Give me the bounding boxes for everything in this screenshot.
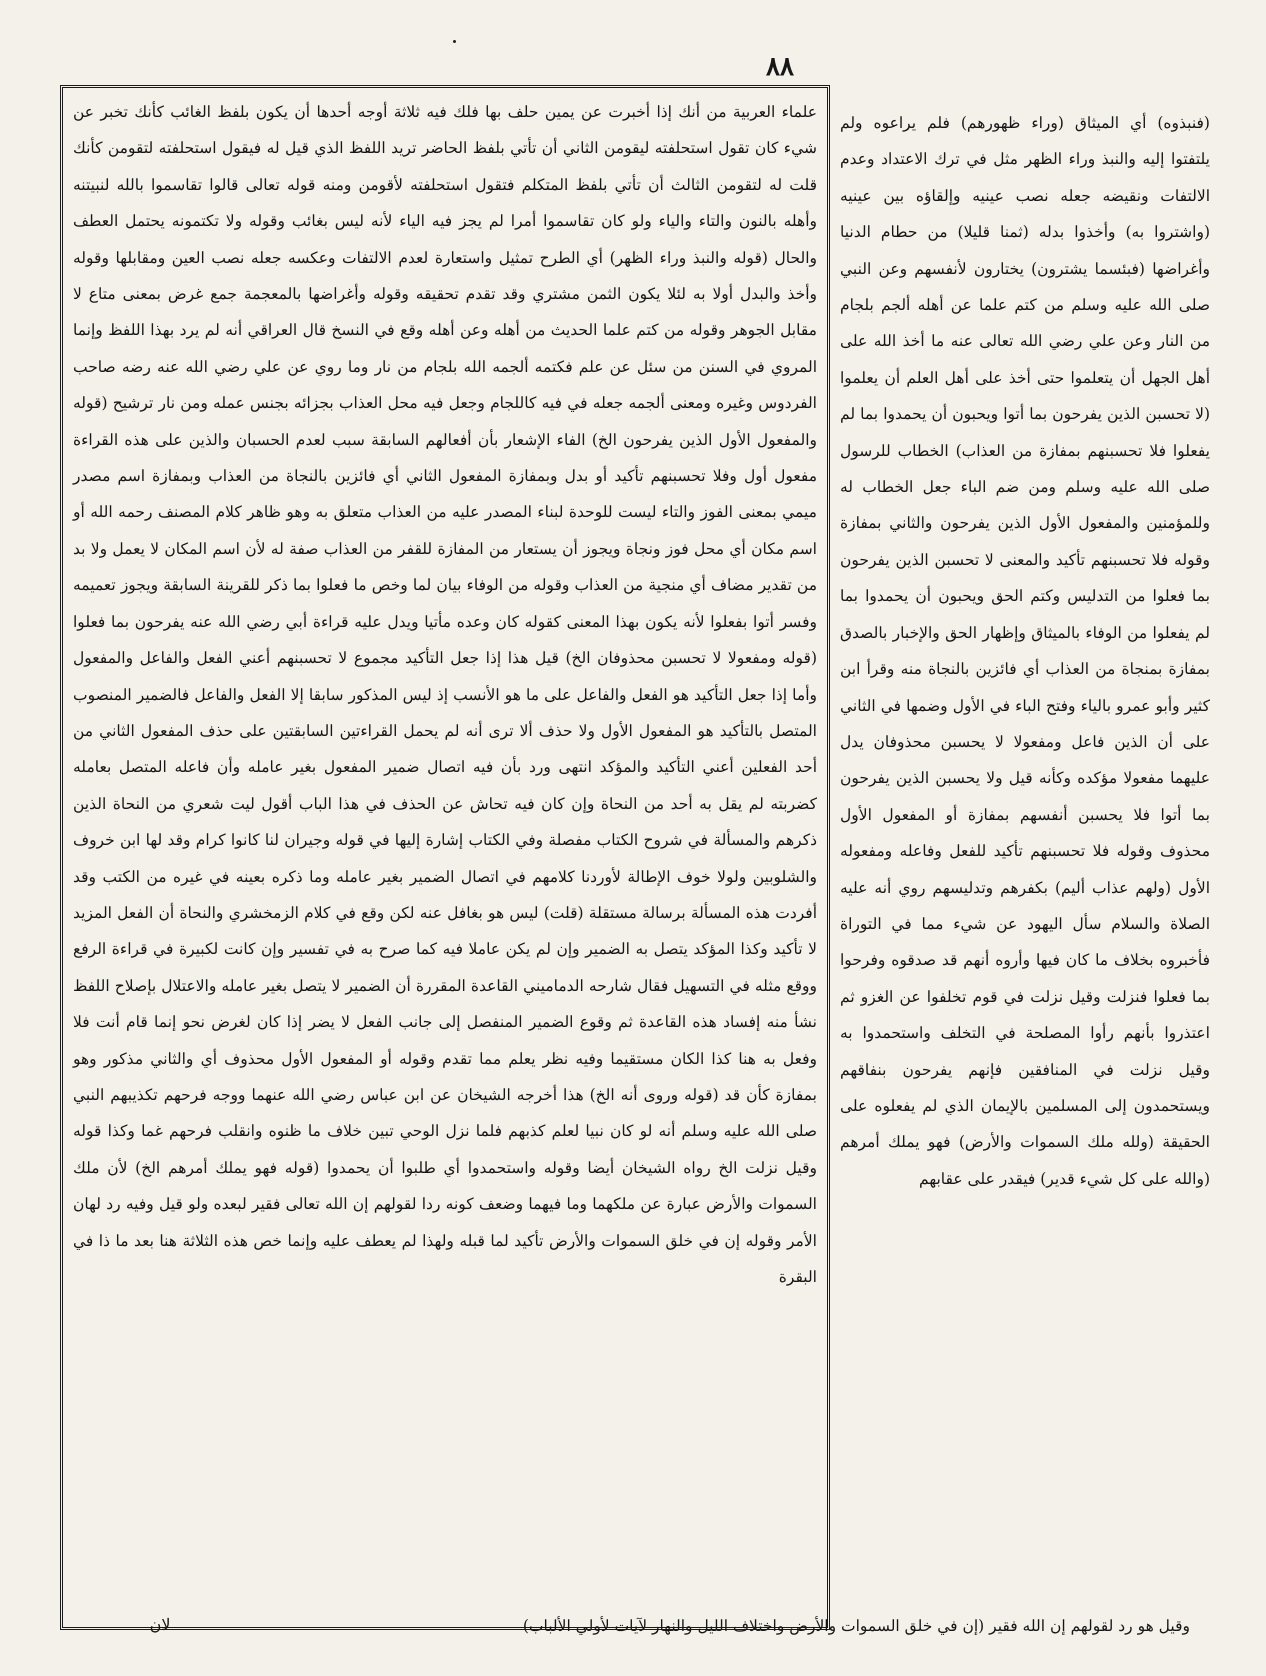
catchword: لان (149, 1615, 171, 1634)
ink-speck (453, 40, 456, 43)
margin-text: (فنبذوه) أي الميثاق (وراء ظهورهم) فلم يراعوه ولم يلتفتوا إليه والنبذ وراء الظهر مثل في ترك الاعتداد وعدم الالتفات ونقيضه جعله نصب عينيه وإلقاؤه بين عينيه (واشتروا به) وأخذوا بدله (ثمنا قليلا) من حطام الدنيا وأغراضها (فبئسما يشترون) يختارون لأنفسهم وعن النبي صلى الله عليه وسلم من كتم علما عن أهله ألجم بلجام من النار وعن علي رضي الله تعالى عنه ما أخذ الله على أهل الجهل أن يتعلموا حتى أخذ على أهل العلم أن يعلموا (لا تحسبن الذين يفرحون بما أتوا ويحبون أن يحمدوا بما لم يفعلوا فلا تحسبنهم بمفازة من العذاب) الخطاب للرسول صلى الله عليه وسلم ومن ضم الباء جعل الخطاب له وللمؤمنين والمفعول الأول الذين يفرحون والثاني بمفازة وقوله فلا تحسبنهم تأكيد والمعنى لا تحسبن الذين يفرحون بما فعلوا من التدليس وكتم الحق ويحبون أن يحمدوا بما لم يفعلوا من الوفاء بالميثاق وإظهار الحق والإخبار بالصدق بمفازة بمنجاة من العذاب أي فائزين بالنجاة منه وقرأ ابن كثير وأبو عمرو بالياء وفتح الباء في الأول وضمها في الثاني على أن الذين فاعل ومفعولا لا يحسبن محذوفان يدل عليهما مفعولا مؤكده وكأنه قيل ولا يحسبن الذين يفرحون بما أتوا فلا يحسبن أنفسهم بمفازة أو المفعول الأول محذوف وقوله فلا تحسبنهم تأكيد للفعل وفاعله ومفعوله الأول (ولهم عذاب أليم) بكفرهم وتدليسهم روي أنه عليه الصلاة والسلام سأل اليهود عن شيء مما في التوراة فأخبروه بخلاف ما كان فيها وأروه أنهم قد صدقوه وفرحوا بما فعلوا فنزلت وقيل نزلت في قوم تخلفوا عن الغزو ثم اعتذروا بأنهم رأوا المصلحة في التخلف واستحمدوا به وقيل نزلت في المنافقين فإنهم يفرحون بنفاقهم ويستحمدون إلى المسلمين بالإيمان الذي لم يفعلوه على الحقيقة (ولله ملك السموات والأرض) فهو يملك أمرهم (والله على كل شيء قدير) فيقدر على عقابهم (840, 114, 1210, 1188)
commentary-frame (60, 85, 830, 1630)
margin-column (840, 105, 1210, 1585)
margin-bottom-line: وقيل هو رد لقولهم إن الله فقير (إن في خلق السموات والأرض واختلاف الليل والنهار لآيات لأولي الألباب) (522, 1617, 1190, 1635)
page-number: ٨٨ (766, 52, 794, 82)
commentary-text: علماء العربية من أنك إذا أخبرت عن يمين حلف بها فلك فيه ثلاثة أوجه أحدها أن يكون بلفظ الغائب كأنك تخبر عن شيء كان تقول استحلفته ليقومن الثاني أن تأتي بلفظ الحاضر تريد اللفظ الذي قيل له فيقول استحلفته لتقومن كأنك قلت له لتقومن الثالث أن تأتي بلفظ المتكلم فتقول استحلفته لأقومن ومنه قوله تعالى قالوا تقاسموا بالله لنبيتنه وأهله بالنون والتاء والياء ولو كان تقاسموا أمرا لم يجز فيه الياء لأنه ليس بغائب وقوله ولا تكتمونه يحتمل العطف والحال (قوله والنبذ وراء الظهر) أي الطرح تمثيل واستعارة لعدم الالتفات وعكسه جعله نصب العين ومقابلها وقوله وأخذ والبدل أولا به لئلا يكون الثمن مشتري وقد تقدم تحقيقه وقوله وأغراضها بالمعجمة جمع غرض بمعنى متاع لا مقابل الجوهر وقوله من كتم علما الحديث من أهله وعن أهله وقع في النسخ قال العراقي أنه لم يرد بهذا اللفظ وإنما المروي في السنن من سئل عن علم فكتمه ألجمه الله بلجام من نار وما روي عن علي رضي الله عنه رضه صاحب الفردوس وغيره ومعنى ألجمه جعله في فيه كاللجام وجعل فيه محل العذاب بجزائه بجنس عمله ومن نار ترشيح (قوله والمفعول الأول الذين يفرحون الخ) الفاء الإشعار بأن أفعالهم السابقة سبب لعدم الحسبان والذين على هذه القراءة مفعول أول وفلا تحسبنهم تأكيد أو بدل وبمفازة المفعول الثاني أي فائزين بالنجاة من العذاب وبمفازة اسم مصدر ميمي بمعنى الفوز والتاء ليست للوحدة لبناء المصدر عليه من العذاب متعلق به وهو ظاهر كلام المصنف رحمه الله أو اسم مكان أي محل فوز ونجاة ويجوز أن يستعار من المفازة للقفر من العذاب صفة له لأن اسم المكان لا يعمل ولا بد من تقدير مضاف أي منجية من العذاب وقوله من الوفاء بيان لما وخص ما فعلوا بما ذكر للقرينة السابقة ويجوز تعميمه وفسر أتوا بفعلوا لأنه يكون بهذا المعنى كقوله كان وعده مأتيا ويدل عليه قراءة أبي رضي الله عنه يفرحون بما فعلوا (قوله ومفعولا لا تحسبن محذوفان الخ) قيل هذا إذا جعل التأكيد مجموع لا تحسبنهم أعني الفعل والفاعل والمفعول وأما إذا جعل التأكيد هو الفعل والفاعل على ما هو الأنسب إذ ليس المذكور سابقا إلا الفعل والفاعل فالضمير المنصوب المتصل بالتأكيد هو المفعول الأول ولا حذف ألا ترى أنه لم يحمل القراءتين السابقتين على حذف المفعول الثاني من أحد الفعلين أعني التأكيد والمؤكد انتهى ورد بأن فيه اتصال ضمير المفعول بغير عامله وأن فاعله المتصل بعامله كضربته لم يقل به أحد من النحاة وإن كان فيه تحاش عن الحذف في هذا الباب أقول ليت شعري من النحاة الذين ذكرهم والمسألة في شروح الكتاب مفصلة وفي الكتاب إشارة إليها في قوله وجيران لنا كانوا كرام وقد لها ابن خروف والشلوبين ولولا خوف الإطالة لأوردنا كلامهم في اتصال الضمير بغير عامله وما ذكره بعينه في غيره من الكتب وقد أفردت هذه المسألة برسالة مستقلة (قلت) ليس هو بغافل عنه لكن وقع في كلام الزمخشري والنحاة أن الفعل المزيد لا تأكيد وكذا المؤكد يتصل به الضمير وإن لم يكن عاملا فيه كما صرح به في تفسير وإن كانت لكبيرة في قراءة الرفع ووقع مثله في التسهيل فقال شارحه الدماميني القاعدة المقررة أن الضمير لا يتصل بغير عامله والاعتلال بإصلاح اللفظ نشأ منه إفساد هذه القاعدة ثم وقوع الضمير المنفصل إلى جانب الفعل لا يضر إذا كان لغرض نحو إنما قام أنت فلا وفعل به هنا كذا الكان مستقيما وفيه نظر يعلم مما تقدم وقوله أو المفعول الأول محذوف أي والثاني مذكور وهو بمفازة كأن قد (قوله وروى أنه الخ) هذا أخرجه الشيخان عن ابن عباس رضي الله عنهما ووجه فرحهم تكذيبهم النبي صلى الله عليه وسلم أنه لو كان نبيا لعلم كذبهم فلما نزل الوحي تبين خلاف ما ظنوه وانقلب فرحهم غما وكذا قوله وقيل نزلت الخ رواه الشيخان أيضا وقوله واستحمدوا أي طلبوا أن يحمدوا (قوله فهو يملك أمرهم الخ) لأن ملك السموات والأرض عبارة عن ملكهما وما فيهما وضعف كونه ردا لقولهم إن الله تعالى فقير لبعده ولو قيل وفيه رد لهان الأمر وقوله إن في خلق السموات والأرض تأكيد لما قبله ولهذا لم يعطف عليه وإنما خص هذه الثلاثة هنا بعد ما ذا في البقرة (73, 103, 817, 1286)
